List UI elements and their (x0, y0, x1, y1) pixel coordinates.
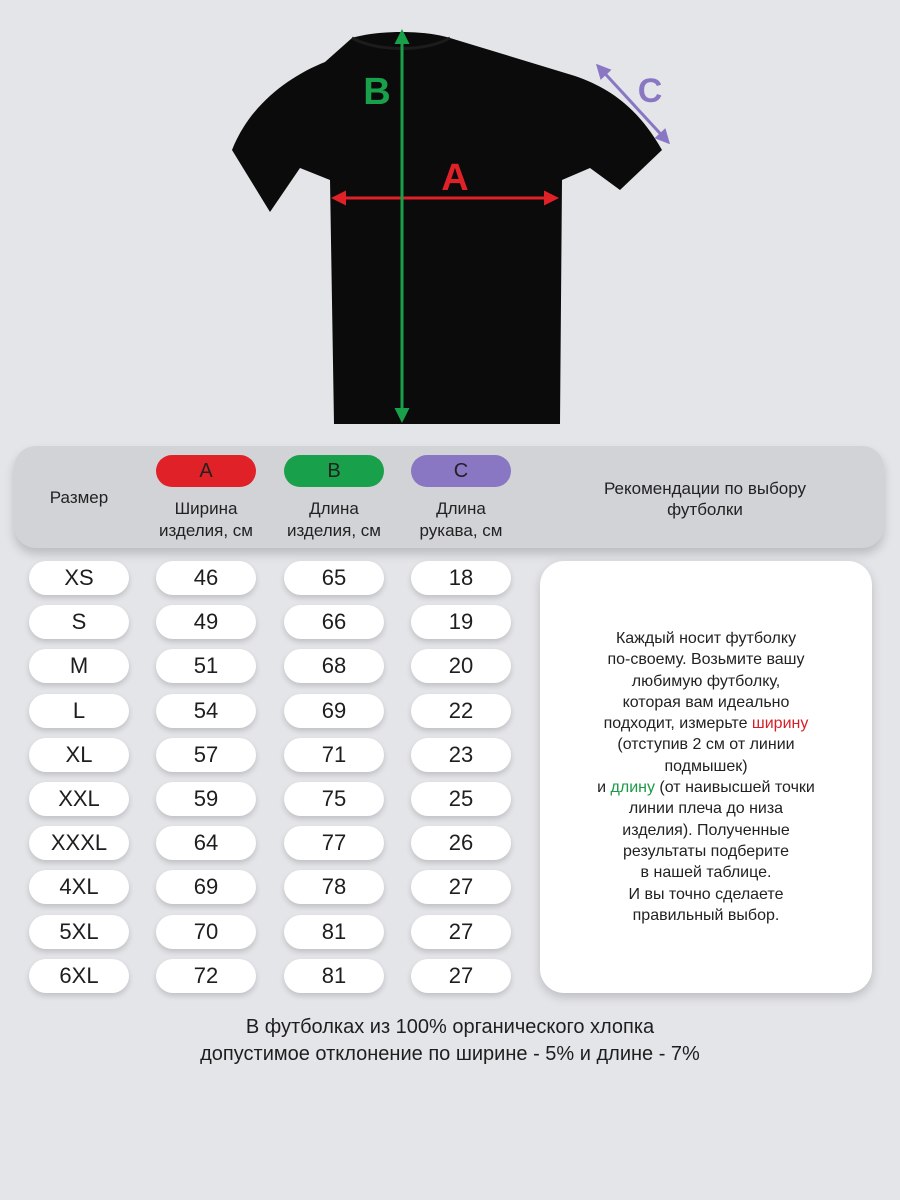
length-cell: 81 (284, 959, 384, 993)
sleeve-cell: 19 (411, 605, 511, 639)
width-cell: 46 (156, 561, 256, 595)
column-a-badge: A (156, 455, 256, 487)
width-cell: 57 (156, 738, 256, 772)
column-c-header: Длина рукава, см (419, 499, 503, 540)
sleeve-cell: 27 (411, 870, 511, 904)
column-b-badge: B (284, 455, 384, 487)
size-column-header: Размер (49, 488, 109, 507)
length-cell: 77 (284, 826, 384, 860)
width-cell: 64 (156, 826, 256, 860)
sleeve-cell: 26 (411, 826, 511, 860)
label-b: B (363, 71, 391, 113)
size-cell: XXXL (29, 826, 129, 860)
length-cell: 68 (284, 649, 384, 683)
sleeve-cell: 23 (411, 738, 511, 772)
width-cell: 72 (156, 959, 256, 993)
recommendation-text: Каждый носит футболку по-своему. Возьмите вашу любимую футболку, которая вам идеально подходит, измерьте ширину (отступив 2 см от линии подмышек) и длину (от наивысшей точки линии плеча до низа изделия). Полученные результаты подберите в нашей таблице. И вы точно сделаете правильный выбор. (597, 630, 815, 924)
width-cell: 49 (156, 605, 256, 639)
width-cell: 59 (156, 782, 256, 816)
length-cell: 81 (284, 915, 384, 949)
tshirt-silhouette (232, 32, 662, 424)
size-cell: L (29, 694, 129, 728)
width-cell: 54 (156, 694, 256, 728)
sleeve-cell: 27 (411, 959, 511, 993)
length-cell: 75 (284, 782, 384, 816)
sleeve-cell: 20 (411, 649, 511, 683)
length-cell: 78 (284, 870, 384, 904)
length-cell: 69 (284, 694, 384, 728)
label-a: A (441, 157, 469, 199)
size-cell: XL (29, 738, 129, 772)
highlight-width: ширину (751, 715, 809, 733)
size-cell: XXL (29, 782, 129, 816)
width-cell: 51 (156, 649, 256, 683)
sleeve-cell: 27 (411, 915, 511, 949)
tshirt-diagram (0, 0, 900, 440)
length-cell: 66 (284, 605, 384, 639)
label-c: C (637, 72, 663, 110)
size-cell: 6XL (29, 959, 129, 993)
column-a-header: Ширина изделия, см (159, 499, 253, 540)
size-cell: 5XL (29, 915, 129, 949)
column-c-badge: C (411, 455, 511, 487)
sleeve-cell: 25 (411, 782, 511, 816)
length-cell: 71 (284, 738, 384, 772)
sleeve-cell: 18 (411, 561, 511, 595)
recommendation-header: Рекомендации по выбору футболки (603, 479, 807, 519)
width-cell: 69 (156, 870, 256, 904)
length-cell: 65 (284, 561, 384, 595)
size-cell: S (29, 605, 129, 639)
highlight-length: длину (610, 779, 655, 797)
size-cell: M (29, 649, 129, 683)
size-cell: XS (29, 561, 129, 595)
size-cell: 4XL (29, 870, 129, 904)
sleeve-cell: 22 (411, 694, 511, 728)
footer-note: В футболках из 100% органического хлопка допустимое отклонение по ширине - 5% и длине - 7% (200, 1016, 700, 1065)
column-b-header: Длина изделия, см (287, 499, 381, 540)
width-cell: 70 (156, 915, 256, 949)
